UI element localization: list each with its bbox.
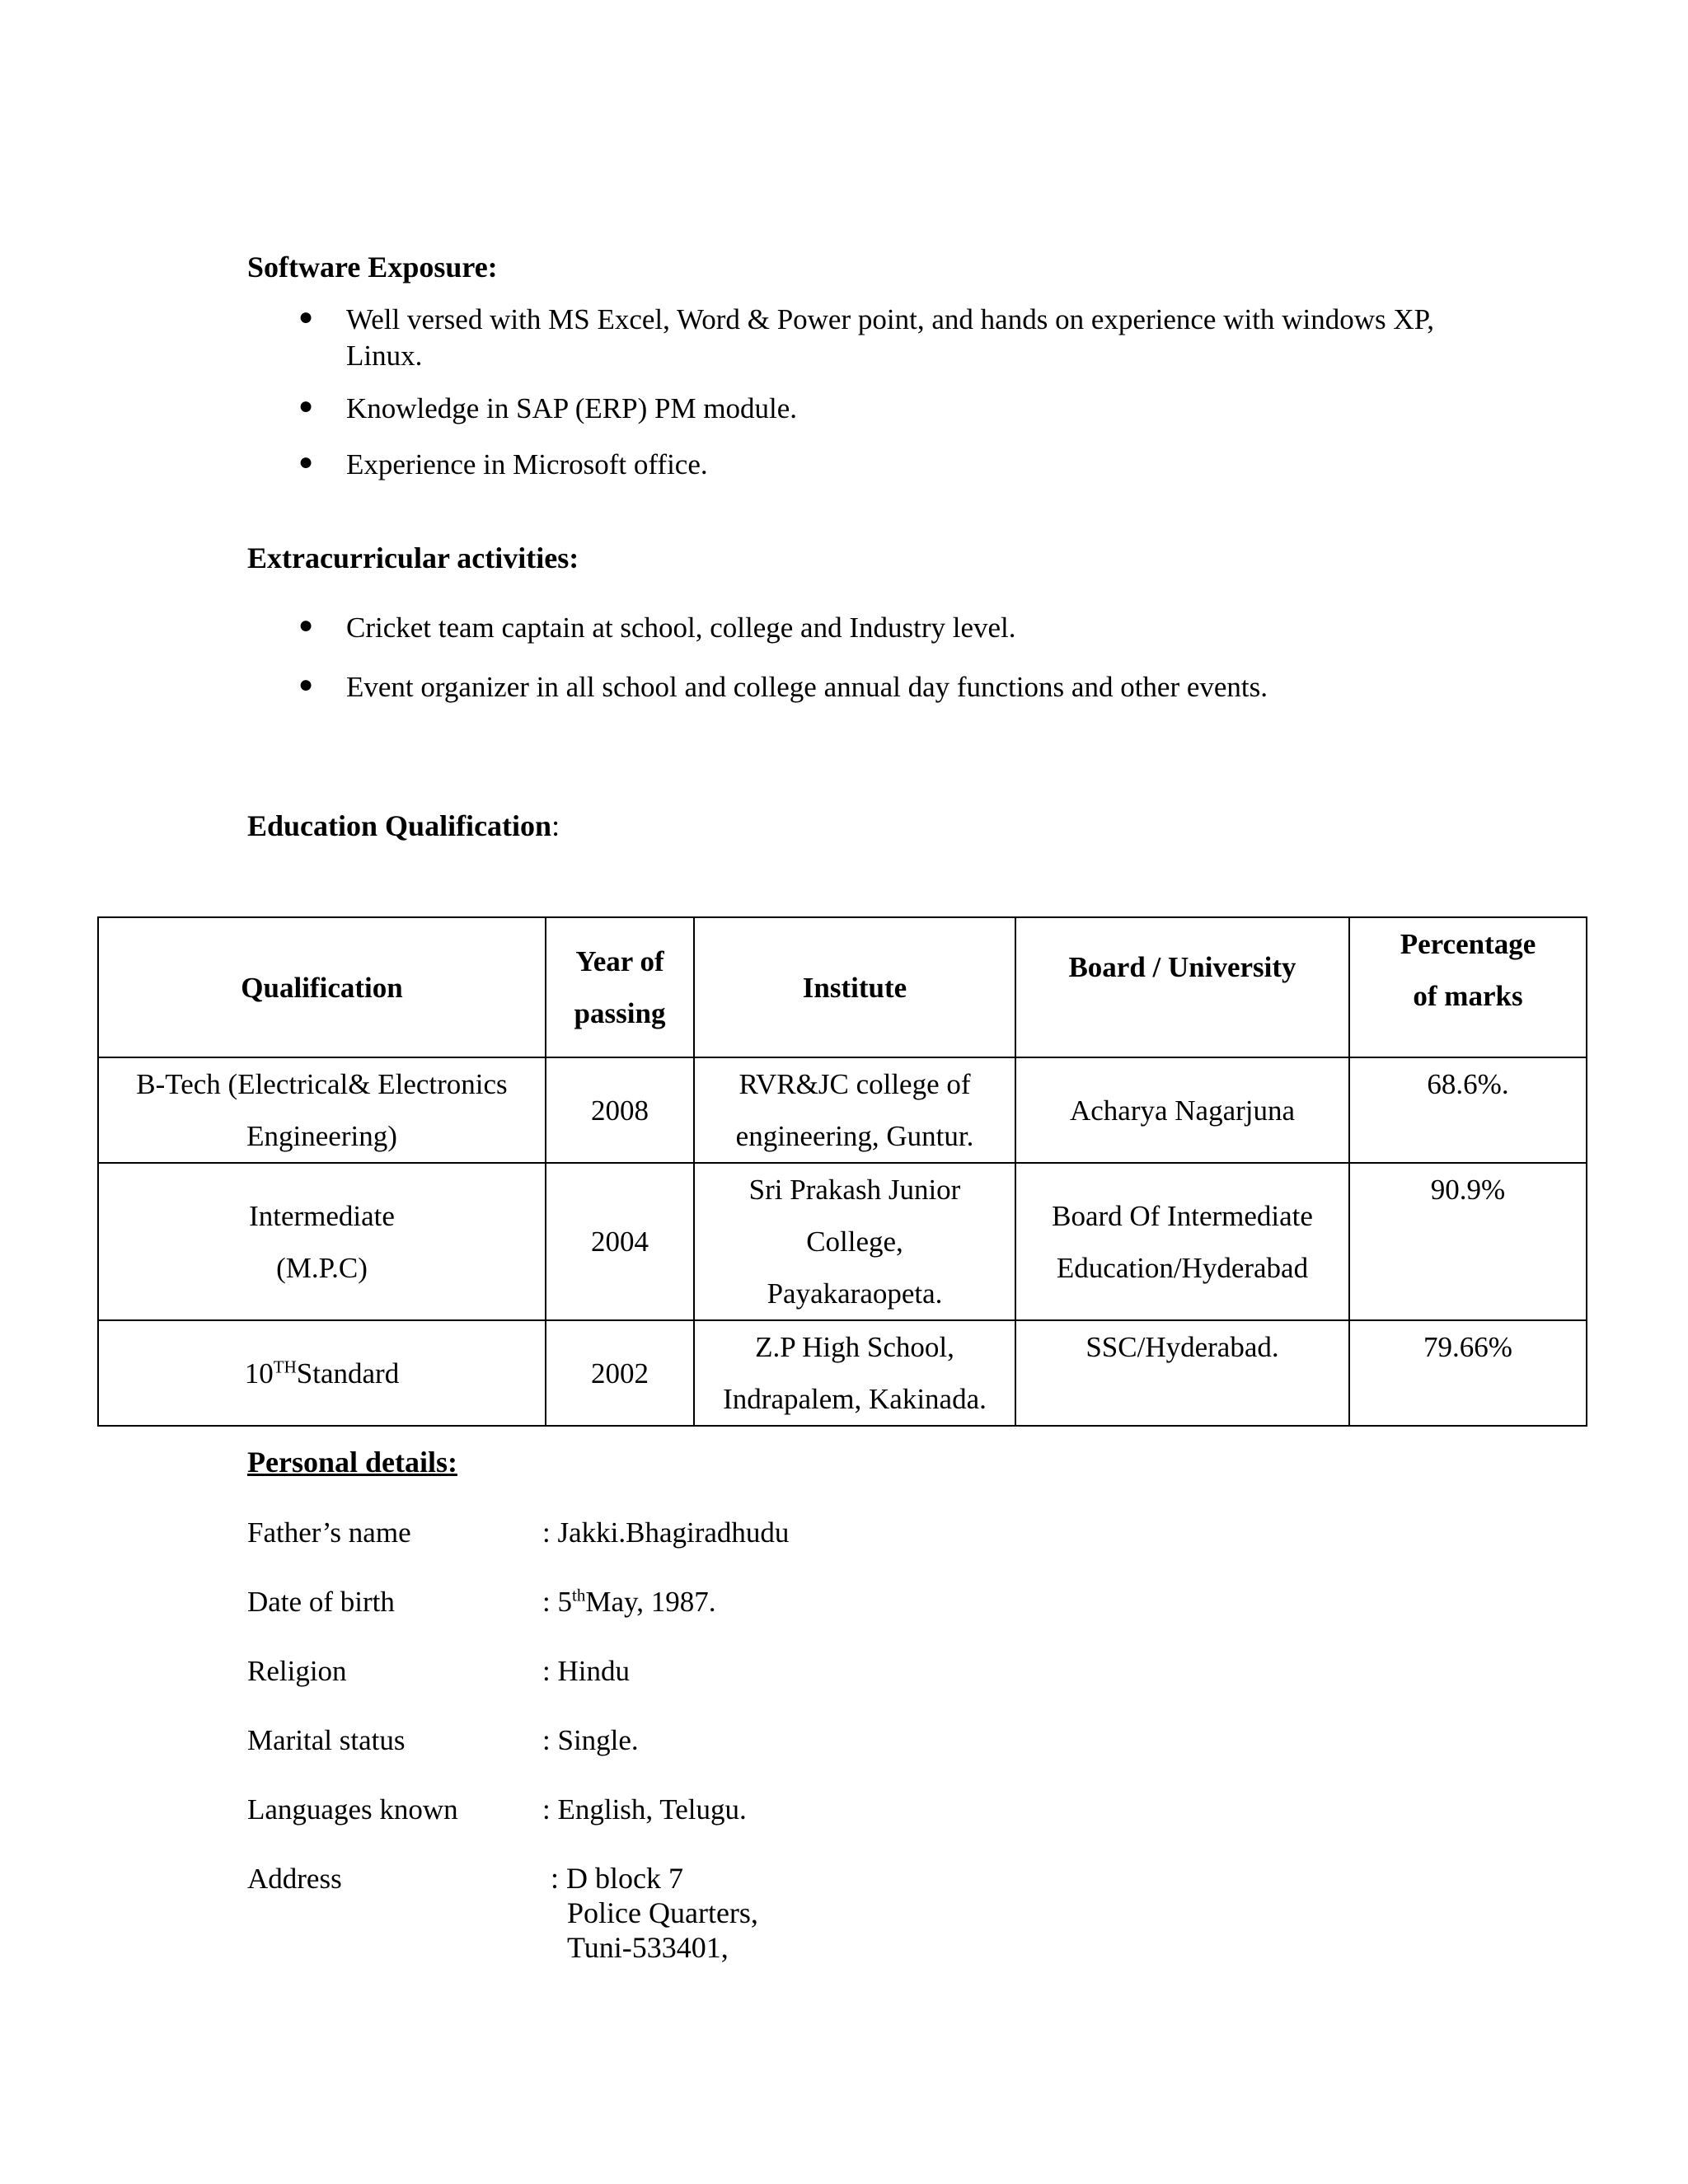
dob-label: Date of birth — [247, 1586, 395, 1618]
column-header-percentage: Percentage of marks — [1349, 917, 1587, 1057]
languages-label: Languages known — [247, 1793, 458, 1825]
qualification-cell: 10THStandard — [98, 1320, 546, 1426]
year-cell: 2002 — [546, 1320, 694, 1426]
bullet-icon: ● — [298, 612, 314, 639]
marital-status-label: Marital status — [247, 1724, 406, 1756]
year-cell: 2004 — [546, 1163, 694, 1320]
education-table — [97, 916, 1587, 1427]
percentage-cell: 68.6%. — [1349, 1057, 1587, 1163]
table-row — [98, 1057, 1587, 1163]
column-header-institute: Institute — [694, 917, 1015, 1057]
education-heading: Education Qualification: — [247, 809, 560, 842]
bullet-icon: ● — [298, 303, 314, 330]
institute-cell: Sri Prakash Junior College, Payakaraopeta. — [694, 1163, 1015, 1320]
list-item: ● Well versed with MS Excel, Word & Power point, and hands on experience with windows XP, Linux. — [298, 303, 1434, 372]
column-header-qualification: Qualification — [98, 917, 546, 1057]
institute-cell: RVR&JC college of engineering, Guntur. — [694, 1057, 1015, 1163]
address-value — [551, 1861, 758, 1965]
board-cell: SSC/Hyderabad. — [1015, 1320, 1349, 1426]
table-row — [98, 1163, 1587, 1320]
percentage-cell: 90.9% — [1349, 1163, 1587, 1320]
father-name-value: : Jakki.Bhagiradhudu — [542, 1516, 790, 1549]
year-cell: 2008 — [546, 1057, 694, 1163]
address-label: Address — [247, 1863, 342, 1895]
list-item: ● Knowledge in SAP (ERP) PM module. — [298, 392, 798, 424]
qualification-cell: B-Tech (Electrical& Electronics Engineering) — [98, 1057, 546, 1163]
software-exposure-list — [247, 302, 1434, 496]
percentage-cell: 79.66% — [1349, 1320, 1587, 1426]
address-line: Tuni-533401, — [567, 1931, 729, 1964]
table-header-row — [98, 917, 1587, 1057]
list-item: ● Event organizer in all school and college annual day functions and other events. — [298, 671, 1268, 703]
address-line: : D block 7 — [551, 1862, 683, 1895]
qualification-cell: Intermediate (M.P.C) — [98, 1163, 546, 1320]
board-cell: Board Of Intermediate Education/Hyderabad — [1015, 1163, 1349, 1320]
column-header-board: Board / University — [1015, 917, 1349, 1057]
list-item: ● Cricket team captain at school, college and Industry level. — [298, 612, 1016, 644]
list-item: ● Experience in Microsoft office. — [298, 448, 708, 480]
column-header-year: Year of passing — [546, 917, 694, 1057]
dob-value: : 5thMay, 1987. — [542, 1585, 716, 1618]
table-row — [98, 1320, 1587, 1426]
father-name-label: Father’s name — [247, 1516, 411, 1549]
software-exposure-heading: Software Exposure: — [247, 251, 498, 284]
religion-label: Religion — [247, 1655, 347, 1687]
address-line: Police Quarters, — [567, 1896, 758, 1929]
bullet-icon: ● — [298, 671, 314, 698]
bullet-icon: ● — [298, 448, 314, 476]
languages-value: : English, Telugu. — [542, 1793, 747, 1825]
religion-value: : Hindu — [542, 1655, 630, 1687]
bullet-icon: ● — [298, 392, 314, 419]
personal-details-heading: Personal details: — [247, 1446, 457, 1479]
board-cell: Acharya Nagarjuna — [1015, 1057, 1349, 1163]
extracurricular-heading: Extracurricular activities: — [247, 541, 579, 574]
marital-status-value: : Single. — [542, 1724, 639, 1756]
extracurricular-list — [247, 610, 1434, 719]
institute-cell: Z.P High School, Indrapalem, Kakinada. — [694, 1320, 1015, 1426]
